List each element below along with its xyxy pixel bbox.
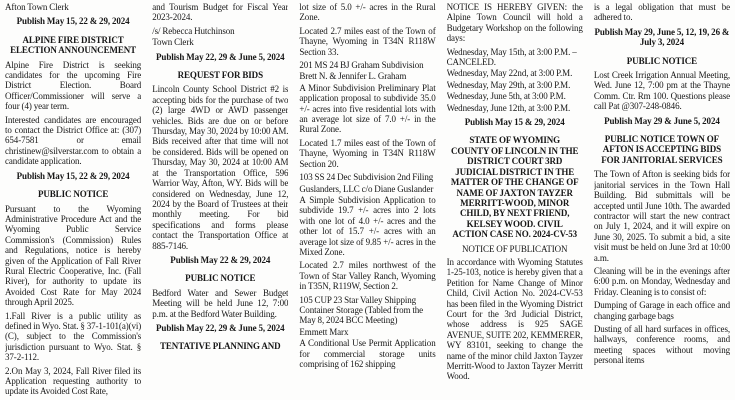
notice-paragraph: Wednesday, May 15th, at 3:00 P.M. – CANCELED.	[446, 46, 577, 68]
notice-heading: STATE OF WYOMING COUNTY OF LINCOLN IN THE DISTRICT COURT 3RD JUDICIAL DISTRICT IN THE MATTER OF THE CHANGE OF NAME OF JAXTON TAYZER MERRITT-WOOD, MINOR CHILD, BY NEXT FRIEND, KELSEY WOOD. CIVIL ACTION CASE NO. 2024-CV-53	[450, 135, 579, 240]
notice-paragraph: Wednesday, June 5th, at 3:00 P.M.	[446, 91, 566, 102]
publish-line: Publish May 15 & 29, 2024	[464, 117, 565, 128]
publish-line: Publish May 29 & June 5, 2024	[604, 115, 720, 126]
notice-heading: PUBLIC NOTICE	[37, 189, 109, 200]
notices-column-3	[299, 2, 435, 398]
notice-paragraph: 201 MS 24 BJ Graham Subdivision	[299, 60, 424, 71]
notice-paragraph: Wednesday, May 22nd, at 3:00 P.M.	[446, 68, 573, 79]
notices-column-5	[594, 2, 730, 398]
notice-paragraph: Pursuant to the Wyoming Administrative Procedure Act and the Wyoming Public Service Commission's (Commission) Rules and Regulations, notice is hereby given of the Application of Fall River Rural Electric Cooperative, Inc. (Fall River), for authority to update its Avoided Cost Rate for May 2024 through April 2025.	[5, 203, 142, 308]
notices-column-4	[447, 2, 583, 398]
publish-line: Publish May 22, 29 & June 5, 2024	[156, 322, 285, 333]
notice-paragraph: Bedford Water and Sewer Budget Meeting will be held June 12, 7:00 p.m. at the Bedford Water Building.	[152, 287, 289, 319]
notice-paragraph: Guslanders, LLC c/o Diane Guslander	[299, 183, 434, 194]
notice-paragraph: In accordance with Wyoming Statutes 1-25-103, notice is hereby given that a Petition for Name Change of Minor Child, Civil Action No. 2024-CV-53 has been filed in the Wyoming District Court for the 3rd Judicial District, whose address is 925 SAGE AVENUE, SUITE 202, KEMMERER, WY 83101, seeking to change the name of the minor child Jaxton Tayzer Merritt-Wood to Jaxton Tayzer Merritt Wood.	[446, 256, 583, 382]
notice-heading: PUBLIC NOTICE	[185, 273, 256, 284]
notices-column-2	[152, 2, 288, 398]
notice-paragraph: Wednesday, June 12th, at 3:00 P.M.	[446, 102, 571, 113]
notice-paragraph: A Conditional Use Permit Application for commercial storage units comprising of 162 shipping	[299, 338, 436, 369]
notice-paragraph: Afton Town Clerk	[5, 2, 69, 12]
notice-paragraph: Lost Creek Irrigation Annual Meeting, Wed. June 12, 7:00 pm at the Thayne Comm. Ctr. Rm 100. Questions please call Pat @307-248-0846.	[593, 70, 731, 112]
notice-paragraph: A Minor Subdivision Preliminary Plat application proposal to subdivide 35.0 +/- acres into five residential lots with an average lot size of 7.0 +/- in the Rural Zone.	[299, 82, 436, 135]
notice-paragraph: Brett N. & Jennifer L. Graham	[299, 71, 407, 82]
notice-paragraph: Located 1.7 miles east of the Town of Thayne, Wyoming in T34N R118W Section 20.	[299, 137, 436, 169]
notice-heading: PUBLIC NOTICE TOWN OF AFTON IS ACCEPTING BIDS FOR JANITORIAL SERVICES	[601, 134, 723, 165]
notice-paragraph: 2.On May 3, 2024, Fall River filed its Application requesting authority to update its Avoided Cost Rate,	[5, 365, 142, 397]
notice-paragraph: and Tourism Budget for Fiscal Year 2023-2024.	[152, 2, 289, 23]
notice-paragraph: 1.Fall River is a public utility as defined in Wyo. Stat. § 37-1-101(a)(vi)(C), subject to the Commission's jurisdiction pursuant to Wyo. Stat. § 37-2-112.	[5, 310, 142, 363]
notice-paragraph: Wednesday, May 29th, at 3:00 P.M.	[446, 79, 571, 90]
notice-paragraph: The Town of Afton is seeking bids for janitorial services in the Town Hall Building. Bid submittals will be accepted until June 10th. The awarded contractor will start the new contract on July 1, 2024, and it will expire on June 30, 2025. To submit a bid, a site visit must be held on June 3rd at 10:00 a.m.	[593, 169, 731, 263]
notice-paragraph: Alpine Fire District is seeking candidates for the upcoming Fire District Election. Board Officer/Commissioner will serve a four (4) year term.	[5, 59, 142, 112]
notice-paragraph: Cleaning will be in the evenings after 6:00 p.m. on Monday, Wednesday and Friday. Cleaning is to consist of:	[593, 265, 731, 297]
notice-paragraph: 105 CUP 23 Star Valley Shipping Container Storage (Tabled from the May 8, 2024 BCC Meeting)	[299, 294, 424, 326]
notice-paragraph: Located 2.7 miles northwest of the Town of Star Valley Ranch, Wyoming in T35N, R119W, Section 2.	[299, 260, 436, 292]
notice-heading: PUBLIC NOTICE	[626, 55, 698, 66]
notice-paragraph: Dumping of Garage in each office and changing garbage bags	[593, 300, 731, 321]
publish-line: Publish May 15, 22 & 29, 2024	[16, 16, 130, 27]
publish-line: Publish May 15, 22 & 29, 2024	[16, 170, 130, 181]
publish-line: Publish May 22 & 29, 2024	[170, 254, 271, 265]
notice-paragraph: Dusting of all hard surfaces in offices, hallways, conference rooms, and meeting spaces without moving personal items	[593, 323, 731, 366]
notice-paragraph: /s/ Rebecca Hutchinson	[152, 25, 235, 36]
notice-paragraph: Located 2.7 miles east of the Town of Thayne, Wyoming in T34N R118W Section 33.	[299, 25, 436, 57]
notice-heading: TENTATIVE PLANNING AND	[160, 341, 281, 352]
publish-line: Publish May 29, June 5, 12, 19, 26 & July 3, 2024	[594, 26, 730, 48]
notice-paragraph: NOTICE IS HEREBY GIVEN: the Alpine Town Council will hold a Budgetary Workshop on the following days:	[446, 2, 583, 44]
notice-paragraph: lot size of 5.0 +/- acres in the Rural Zone.	[299, 2, 436, 23]
notice-heading: REQUEST FOR BIDS	[177, 70, 263, 81]
notice-heading: ALPINE FIRE DISTRICT ELECTION ANNOUNCEMENT	[10, 34, 137, 56]
notice-paragraph: is a legal obligation that must be adhered to.	[593, 2, 731, 23]
notice-paragraph: 103 SS 24 Dec Subdivision 2nd Filing	[299, 172, 434, 183]
notice-paragraph: Lincoln County School District #2 is accepting bids for the purchase of two (2) large 4WD or AWD passenger vehicles. Bids are due on or before Thursday, May 30, 2024 by 10:00 AM. Bids received after that time will not be considered. Bids will be opened on Thursday, May 30, 2024 at 10:00 AM at the Transportation Office, 596 Warrior Way, Afton, WY. Bids will be considered on Wednesday, June 12, 2024 by the Board of Trustees at their monthly meeting. For bid specifications and forms please contact the Transportation Office at 885-7146.	[152, 84, 289, 251]
notice-subheading: NOTICE OF PUBLICATION	[461, 243, 568, 254]
notices-column-1	[5, 2, 141, 398]
notice-paragraph: Interested candidates are encouraged to contact the District Office at: (307) 654-7581 or email christinew@silverstar.com to obtain a candidate application.	[5, 114, 142, 167]
notice-paragraph: Town Clerk	[152, 37, 194, 48]
publish-line: Publish May 22, 29 & June 5, 2024	[156, 51, 285, 62]
notice-paragraph: Emmett Marx	[299, 326, 349, 337]
notice-paragraph: A Simple Subdivision Application to subdivide 19.7 +/- acres into 2 lots with one lot of 4.0 +/- acres and the other lot of 15.7 +/- acres with an average lot size of 9.85 +/- acres in the Mixed Zone.	[299, 194, 436, 257]
